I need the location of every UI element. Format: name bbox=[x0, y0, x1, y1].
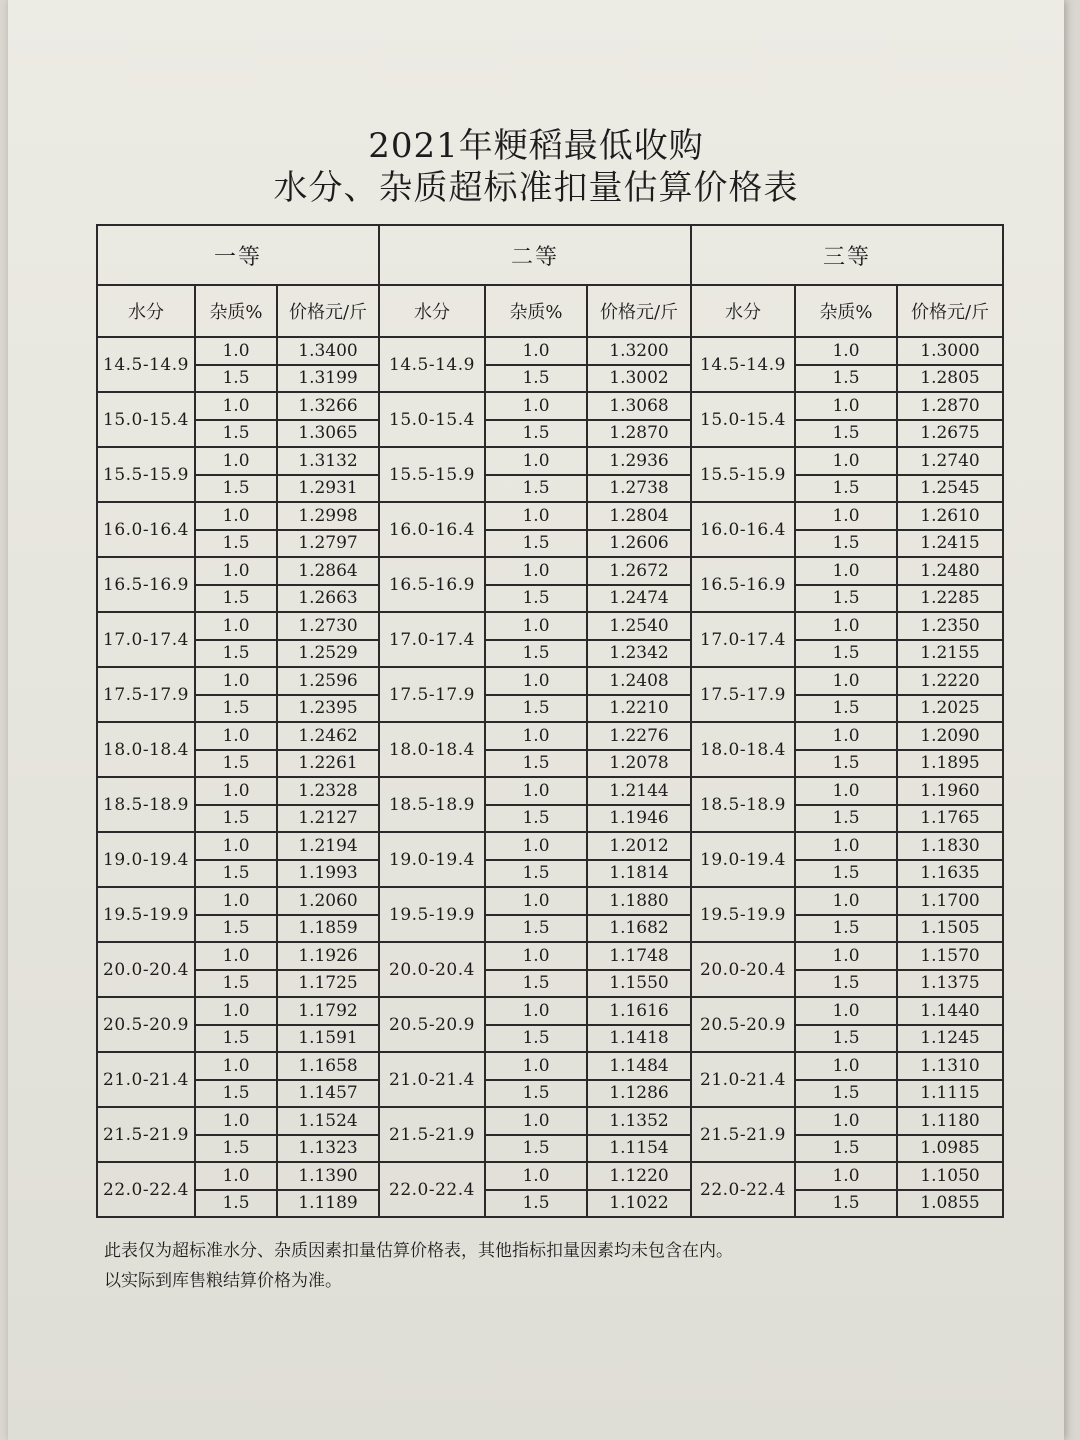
impurity-cell: 1.0 bbox=[195, 1107, 277, 1135]
impurity-cell: 1.0 bbox=[485, 502, 587, 530]
impurity-cell: 1.5 bbox=[485, 365, 587, 393]
price-cell: 1.1352 bbox=[587, 1107, 691, 1135]
price-cell: 1.1700 bbox=[897, 887, 1003, 915]
impurity-cell: 1.0 bbox=[795, 502, 897, 530]
price-cell: 1.2480 bbox=[897, 557, 1003, 585]
moisture-header: 水分 bbox=[379, 285, 485, 337]
impurity-cell: 1.0 bbox=[795, 887, 897, 915]
impurity-header: 杂质% bbox=[485, 285, 587, 337]
price-cell: 1.1926 bbox=[277, 942, 379, 970]
price-header: 价格元/斤 bbox=[897, 285, 1003, 337]
moisture-cell: 21.0-21.4 bbox=[379, 1052, 485, 1107]
moisture-cell: 21.5-21.9 bbox=[379, 1107, 485, 1162]
price-cell: 1.2663 bbox=[277, 585, 379, 613]
price-cell: 1.1616 bbox=[587, 997, 691, 1025]
price-cell: 1.2395 bbox=[277, 695, 379, 723]
impurity-cell: 1.0 bbox=[195, 722, 277, 750]
impurity-cell: 1.0 bbox=[795, 557, 897, 585]
moisture-cell: 17.5-17.9 bbox=[691, 667, 795, 722]
price-cell: 1.3199 bbox=[277, 365, 379, 393]
table-row bbox=[97, 557, 1003, 585]
price-cell: 1.2805 bbox=[897, 365, 1003, 393]
price-cell: 1.1323 bbox=[277, 1135, 379, 1163]
price-cell: 1.1830 bbox=[897, 832, 1003, 860]
price-cell: 1.2276 bbox=[587, 722, 691, 750]
impurity-cell: 1.0 bbox=[485, 777, 587, 805]
impurity-cell: 1.0 bbox=[195, 1162, 277, 1190]
price-cell: 1.2797 bbox=[277, 530, 379, 558]
price-cell: 1.2025 bbox=[897, 695, 1003, 723]
moisture-cell: 19.0-19.4 bbox=[691, 832, 795, 887]
moisture-header: 水分 bbox=[691, 285, 795, 337]
impurity-cell: 1.0 bbox=[795, 832, 897, 860]
impurity-cell: 1.0 bbox=[485, 667, 587, 695]
column-header-row bbox=[97, 285, 1003, 337]
price-cell: 1.2596 bbox=[277, 667, 379, 695]
moisture-cell: 16.0-16.4 bbox=[97, 502, 195, 557]
impurity-cell: 1.5 bbox=[795, 1135, 897, 1163]
price-cell: 1.2610 bbox=[897, 502, 1003, 530]
price-cell: 1.2210 bbox=[587, 695, 691, 723]
impurity-cell: 1.5 bbox=[195, 365, 277, 393]
impurity-cell: 1.0 bbox=[485, 832, 587, 860]
impurity-cell: 1.0 bbox=[485, 1052, 587, 1080]
impurity-cell: 1.0 bbox=[195, 997, 277, 1025]
impurity-header: 杂质% bbox=[795, 285, 897, 337]
price-cell: 1.1180 bbox=[897, 1107, 1003, 1135]
table-row bbox=[97, 1135, 1003, 1163]
price-cell: 1.1022 bbox=[587, 1190, 691, 1218]
moisture-cell: 17.5-17.9 bbox=[97, 667, 195, 722]
price-cell: 1.2672 bbox=[587, 557, 691, 585]
impurity-cell: 1.0 bbox=[485, 392, 587, 420]
impurity-cell: 1.0 bbox=[195, 447, 277, 475]
moisture-cell: 17.5-17.9 bbox=[379, 667, 485, 722]
moisture-cell: 18.5-18.9 bbox=[97, 777, 195, 832]
table-row bbox=[97, 667, 1003, 695]
impurity-cell: 1.5 bbox=[485, 475, 587, 503]
price-cell: 1.1880 bbox=[587, 887, 691, 915]
moisture-cell: 22.0-22.4 bbox=[691, 1162, 795, 1217]
price-cell: 1.1154 bbox=[587, 1135, 691, 1163]
price-cell: 1.0855 bbox=[897, 1190, 1003, 1218]
moisture-cell: 17.0-17.4 bbox=[379, 612, 485, 667]
table-row bbox=[97, 585, 1003, 613]
impurity-cell: 1.5 bbox=[795, 640, 897, 668]
impurity-cell: 1.5 bbox=[795, 1080, 897, 1108]
table-row bbox=[97, 777, 1003, 805]
impurity-cell: 1.5 bbox=[195, 640, 277, 668]
price-cell: 1.1115 bbox=[897, 1080, 1003, 1108]
impurity-cell: 1.5 bbox=[795, 915, 897, 943]
table-row bbox=[97, 1190, 1003, 1218]
price-cell: 1.3068 bbox=[587, 392, 691, 420]
table-row bbox=[97, 530, 1003, 558]
impurity-cell: 1.0 bbox=[485, 337, 587, 365]
impurity-cell: 1.0 bbox=[485, 887, 587, 915]
moisture-cell: 16.5-16.9 bbox=[379, 557, 485, 612]
table-row bbox=[97, 695, 1003, 723]
moisture-cell: 21.0-21.4 bbox=[97, 1052, 195, 1107]
price-cell: 1.3000 bbox=[897, 337, 1003, 365]
price-cell: 1.2415 bbox=[897, 530, 1003, 558]
table-row bbox=[97, 392, 1003, 420]
price-cell: 1.2931 bbox=[277, 475, 379, 503]
impurity-cell: 1.0 bbox=[195, 777, 277, 805]
moisture-cell: 15.5-15.9 bbox=[379, 447, 485, 502]
impurity-cell: 1.5 bbox=[195, 475, 277, 503]
impurity-cell: 1.0 bbox=[795, 1107, 897, 1135]
impurity-cell: 1.5 bbox=[485, 530, 587, 558]
price-cell: 1.3266 bbox=[277, 392, 379, 420]
moisture-cell: 22.0-22.4 bbox=[97, 1162, 195, 1217]
impurity-cell: 1.5 bbox=[195, 915, 277, 943]
moisture-cell: 19.5-19.9 bbox=[97, 887, 195, 942]
footnote bbox=[104, 1236, 1044, 1296]
price-cell: 1.2864 bbox=[277, 557, 379, 585]
impurity-cell: 1.5 bbox=[795, 420, 897, 448]
impurity-cell: 1.5 bbox=[485, 1025, 587, 1053]
table-row bbox=[97, 612, 1003, 640]
price-cell: 1.2155 bbox=[897, 640, 1003, 668]
moisture-cell: 15.5-15.9 bbox=[97, 447, 195, 502]
impurity-cell: 1.5 bbox=[485, 750, 587, 778]
impurity-cell: 1.5 bbox=[195, 1080, 277, 1108]
impurity-cell: 1.0 bbox=[195, 887, 277, 915]
impurity-cell: 1.0 bbox=[795, 667, 897, 695]
impurity-cell: 1.5 bbox=[795, 970, 897, 998]
price-header: 价格元/斤 bbox=[277, 285, 379, 337]
impurity-cell: 1.5 bbox=[195, 805, 277, 833]
price-cell: 1.2194 bbox=[277, 832, 379, 860]
moisture-cell: 20.0-20.4 bbox=[379, 942, 485, 997]
impurity-cell: 1.5 bbox=[795, 695, 897, 723]
moisture-cell: 16.0-16.4 bbox=[379, 502, 485, 557]
impurity-cell: 1.0 bbox=[795, 337, 897, 365]
moisture-cell: 18.0-18.4 bbox=[379, 722, 485, 777]
price-cell: 1.1440 bbox=[897, 997, 1003, 1025]
price-cell: 1.1550 bbox=[587, 970, 691, 998]
impurity-cell: 1.5 bbox=[195, 585, 277, 613]
moisture-cell: 17.0-17.4 bbox=[97, 612, 195, 667]
table-row bbox=[97, 640, 1003, 668]
footnote-line-2: 以实际到库售粮结算价格为准。 bbox=[104, 1271, 342, 1291]
impurity-cell: 1.5 bbox=[485, 585, 587, 613]
table-row bbox=[97, 1025, 1003, 1053]
impurity-cell: 1.0 bbox=[795, 777, 897, 805]
impurity-cell: 1.5 bbox=[485, 420, 587, 448]
title-line-2: 水分、杂质超标准扣量估算价格表 bbox=[273, 168, 799, 208]
impurity-cell: 1.0 bbox=[195, 832, 277, 860]
price-cell: 1.2220 bbox=[897, 667, 1003, 695]
impurity-cell: 1.0 bbox=[485, 722, 587, 750]
impurity-cell: 1.5 bbox=[795, 475, 897, 503]
table-row bbox=[97, 502, 1003, 530]
price-cell: 1.2936 bbox=[587, 447, 691, 475]
table-row bbox=[97, 887, 1003, 915]
price-cell: 1.2012 bbox=[587, 832, 691, 860]
moisture-cell: 16.5-16.9 bbox=[97, 557, 195, 612]
price-cell: 1.1245 bbox=[897, 1025, 1003, 1053]
impurity-cell: 1.5 bbox=[795, 585, 897, 613]
impurity-cell: 1.0 bbox=[195, 942, 277, 970]
impurity-cell: 1.0 bbox=[485, 447, 587, 475]
price-cell: 1.2127 bbox=[277, 805, 379, 833]
moisture-cell: 19.5-19.9 bbox=[691, 887, 795, 942]
impurity-cell: 1.5 bbox=[195, 695, 277, 723]
paper-sheet bbox=[8, 0, 1064, 1440]
impurity-cell: 1.0 bbox=[795, 612, 897, 640]
price-cell: 1.2060 bbox=[277, 887, 379, 915]
impurity-cell: 1.0 bbox=[195, 612, 277, 640]
price-cell: 1.1570 bbox=[897, 942, 1003, 970]
price-cell: 1.2870 bbox=[587, 420, 691, 448]
price-cell: 1.2350 bbox=[897, 612, 1003, 640]
impurity-cell: 1.5 bbox=[485, 1190, 587, 1218]
price-cell: 1.1792 bbox=[277, 997, 379, 1025]
impurity-cell: 1.0 bbox=[795, 392, 897, 420]
price-cell: 1.2462 bbox=[277, 722, 379, 750]
impurity-cell: 1.5 bbox=[795, 1025, 897, 1053]
table-row bbox=[97, 915, 1003, 943]
price-cell: 1.2675 bbox=[897, 420, 1003, 448]
table-row bbox=[97, 337, 1003, 365]
table-row bbox=[97, 475, 1003, 503]
moisture-cell: 21.5-21.9 bbox=[691, 1107, 795, 1162]
impurity-cell: 1.0 bbox=[795, 942, 897, 970]
price-cell: 1.2090 bbox=[897, 722, 1003, 750]
impurity-cell: 1.0 bbox=[795, 1162, 897, 1190]
impurity-cell: 1.0 bbox=[485, 1107, 587, 1135]
price-cell: 1.2144 bbox=[587, 777, 691, 805]
table-row bbox=[97, 832, 1003, 860]
impurity-cell: 1.5 bbox=[795, 860, 897, 888]
price-cell: 1.2870 bbox=[897, 392, 1003, 420]
price-cell: 1.2730 bbox=[277, 612, 379, 640]
table-row bbox=[97, 1162, 1003, 1190]
price-cell: 1.1524 bbox=[277, 1107, 379, 1135]
price-cell: 1.1418 bbox=[587, 1025, 691, 1053]
price-cell: 1.1859 bbox=[277, 915, 379, 943]
price-cell: 1.2606 bbox=[587, 530, 691, 558]
moisture-cell: 14.5-14.9 bbox=[691, 337, 795, 392]
price-cell: 1.1946 bbox=[587, 805, 691, 833]
impurity-cell: 1.5 bbox=[485, 970, 587, 998]
table-row bbox=[97, 365, 1003, 393]
price-cell: 1.3200 bbox=[587, 337, 691, 365]
price-cell: 1.1457 bbox=[277, 1080, 379, 1108]
price-cell: 1.1993 bbox=[277, 860, 379, 888]
moisture-cell: 19.0-19.4 bbox=[379, 832, 485, 887]
impurity-cell: 1.0 bbox=[195, 392, 277, 420]
moisture-cell: 14.5-14.9 bbox=[97, 337, 195, 392]
impurity-cell: 1.0 bbox=[485, 1162, 587, 1190]
moisture-cell: 20.5-20.9 bbox=[379, 997, 485, 1052]
price-cell: 1.3400 bbox=[277, 337, 379, 365]
price-cell: 1.2078 bbox=[587, 750, 691, 778]
moisture-cell: 18.0-18.4 bbox=[691, 722, 795, 777]
price-cell: 1.1725 bbox=[277, 970, 379, 998]
impurity-cell: 1.0 bbox=[195, 502, 277, 530]
grade-header: 一等 bbox=[97, 225, 379, 285]
price-cell: 1.1748 bbox=[587, 942, 691, 970]
price-cell: 1.1050 bbox=[897, 1162, 1003, 1190]
impurity-cell: 1.0 bbox=[195, 1052, 277, 1080]
impurity-cell: 1.5 bbox=[485, 915, 587, 943]
price-cell: 1.1505 bbox=[897, 915, 1003, 943]
moisture-cell: 19.5-19.9 bbox=[379, 887, 485, 942]
price-cell: 1.1658 bbox=[277, 1052, 379, 1080]
price-cell: 1.0985 bbox=[897, 1135, 1003, 1163]
impurity-cell: 1.5 bbox=[195, 860, 277, 888]
moisture-cell: 15.0-15.4 bbox=[97, 392, 195, 447]
price-cell: 1.1960 bbox=[897, 777, 1003, 805]
impurity-cell: 1.5 bbox=[795, 530, 897, 558]
table-row bbox=[97, 722, 1003, 750]
price-cell: 1.1765 bbox=[897, 805, 1003, 833]
table-row bbox=[97, 805, 1003, 833]
impurity-cell: 1.0 bbox=[795, 722, 897, 750]
moisture-header: 水分 bbox=[97, 285, 195, 337]
price-cell: 1.1814 bbox=[587, 860, 691, 888]
price-cell: 1.2261 bbox=[277, 750, 379, 778]
table-row bbox=[97, 1080, 1003, 1108]
moisture-cell: 14.5-14.9 bbox=[379, 337, 485, 392]
impurity-cell: 1.5 bbox=[485, 695, 587, 723]
impurity-cell: 1.5 bbox=[195, 1135, 277, 1163]
moisture-cell: 22.0-22.4 bbox=[379, 1162, 485, 1217]
impurity-cell: 1.5 bbox=[195, 1025, 277, 1053]
price-cell: 1.2804 bbox=[587, 502, 691, 530]
moisture-cell: 18.0-18.4 bbox=[97, 722, 195, 777]
moisture-cell: 20.0-20.4 bbox=[691, 942, 795, 997]
price-cell: 1.1310 bbox=[897, 1052, 1003, 1080]
price-cell: 1.1895 bbox=[897, 750, 1003, 778]
impurity-cell: 1.5 bbox=[485, 1135, 587, 1163]
impurity-cell: 1.0 bbox=[485, 942, 587, 970]
price-cell: 1.1375 bbox=[897, 970, 1003, 998]
price-cell: 1.2408 bbox=[587, 667, 691, 695]
price-cell: 1.1189 bbox=[277, 1190, 379, 1218]
moisture-cell: 20.5-20.9 bbox=[97, 997, 195, 1052]
price-cell: 1.2285 bbox=[897, 585, 1003, 613]
table-row bbox=[97, 997, 1003, 1025]
impurity-cell: 1.0 bbox=[485, 997, 587, 1025]
grade-header: 三等 bbox=[691, 225, 1003, 285]
price-cell: 1.3065 bbox=[277, 420, 379, 448]
price-cell: 1.3002 bbox=[587, 365, 691, 393]
price-cell: 1.2529 bbox=[277, 640, 379, 668]
impurity-cell: 1.0 bbox=[795, 997, 897, 1025]
moisture-cell: 21.5-21.9 bbox=[97, 1107, 195, 1162]
moisture-cell: 17.0-17.4 bbox=[691, 612, 795, 667]
price-cell: 1.1682 bbox=[587, 915, 691, 943]
impurity-header: 杂质% bbox=[195, 285, 277, 337]
moisture-cell: 16.5-16.9 bbox=[691, 557, 795, 612]
moisture-cell: 19.0-19.4 bbox=[97, 832, 195, 887]
price-cell: 1.1286 bbox=[587, 1080, 691, 1108]
price-cell: 1.2545 bbox=[897, 475, 1003, 503]
title-line-1: 2021年粳稻最低收购 bbox=[368, 126, 704, 166]
price-cell: 1.2342 bbox=[587, 640, 691, 668]
moisture-cell: 18.5-18.9 bbox=[379, 777, 485, 832]
impurity-cell: 1.0 bbox=[195, 337, 277, 365]
footnote-line-1: 此表仅为超标准水分、杂质因素扣量估算价格表，其他指标扣量因素均未包含在内。 bbox=[104, 1241, 733, 1261]
impurity-cell: 1.0 bbox=[485, 612, 587, 640]
impurity-cell: 1.5 bbox=[795, 805, 897, 833]
impurity-cell: 1.5 bbox=[485, 805, 587, 833]
impurity-cell: 1.0 bbox=[795, 447, 897, 475]
price-cell: 1.2474 bbox=[587, 585, 691, 613]
impurity-cell: 1.5 bbox=[485, 860, 587, 888]
table-row bbox=[97, 420, 1003, 448]
impurity-cell: 1.0 bbox=[795, 1052, 897, 1080]
price-cell: 1.2738 bbox=[587, 475, 691, 503]
moisture-cell: 20.0-20.4 bbox=[97, 942, 195, 997]
table-row bbox=[97, 750, 1003, 778]
price-cell: 1.1390 bbox=[277, 1162, 379, 1190]
table-row bbox=[97, 942, 1003, 970]
impurity-cell: 1.5 bbox=[795, 1190, 897, 1218]
price-cell: 1.1591 bbox=[277, 1025, 379, 1053]
table-row bbox=[97, 1107, 1003, 1135]
price-cell: 1.3132 bbox=[277, 447, 379, 475]
impurity-cell: 1.0 bbox=[195, 667, 277, 695]
impurity-cell: 1.5 bbox=[795, 750, 897, 778]
price-cell: 1.2740 bbox=[897, 447, 1003, 475]
moisture-cell: 20.5-20.9 bbox=[691, 997, 795, 1052]
price-cell: 1.2998 bbox=[277, 502, 379, 530]
table-row bbox=[97, 970, 1003, 998]
table-row bbox=[97, 447, 1003, 475]
moisture-cell: 15.0-15.4 bbox=[691, 392, 795, 447]
moisture-cell: 16.0-16.4 bbox=[691, 502, 795, 557]
moisture-cell: 15.5-15.9 bbox=[691, 447, 795, 502]
moisture-cell: 18.5-18.9 bbox=[691, 777, 795, 832]
table-row bbox=[97, 860, 1003, 888]
grade-header: 二等 bbox=[379, 225, 691, 285]
price-cell: 1.1484 bbox=[587, 1052, 691, 1080]
table-row bbox=[97, 1052, 1003, 1080]
impurity-cell: 1.5 bbox=[195, 970, 277, 998]
price-table bbox=[96, 224, 1004, 1218]
grade-header-row bbox=[97, 225, 1003, 285]
impurity-cell: 1.5 bbox=[195, 1190, 277, 1218]
price-cell: 1.2328 bbox=[277, 777, 379, 805]
impurity-cell: 1.5 bbox=[195, 530, 277, 558]
impurity-cell: 1.5 bbox=[795, 365, 897, 393]
impurity-cell: 1.5 bbox=[195, 750, 277, 778]
impurity-cell: 1.5 bbox=[195, 420, 277, 448]
impurity-cell: 1.0 bbox=[195, 557, 277, 585]
price-cell: 1.1220 bbox=[587, 1162, 691, 1190]
impurity-cell: 1.5 bbox=[485, 640, 587, 668]
moisture-cell: 21.0-21.4 bbox=[691, 1052, 795, 1107]
price-header: 价格元/斤 bbox=[587, 285, 691, 337]
impurity-cell: 1.5 bbox=[485, 1080, 587, 1108]
table-body bbox=[97, 337, 1003, 1217]
moisture-cell: 15.0-15.4 bbox=[379, 392, 485, 447]
price-cell: 1.2540 bbox=[587, 612, 691, 640]
price-cell: 1.1635 bbox=[897, 860, 1003, 888]
impurity-cell: 1.0 bbox=[485, 557, 587, 585]
